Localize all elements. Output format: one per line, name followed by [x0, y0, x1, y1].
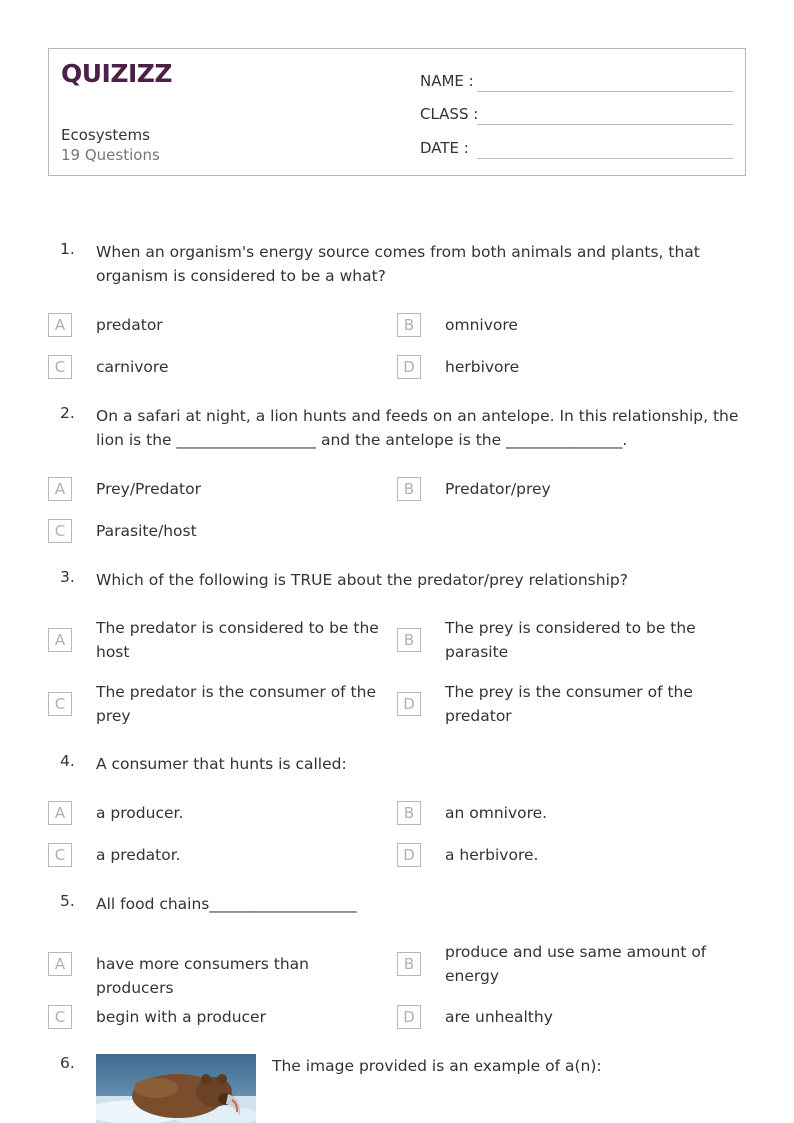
class-label: CLASS : — [420, 105, 479, 123]
name-line — [477, 91, 733, 92]
option-text: begin with a producer — [96, 1008, 266, 1026]
option-letter-box: A — [48, 313, 72, 337]
option-text: predator — [96, 316, 163, 334]
option-letter-box: A — [48, 477, 72, 501]
class-field[interactable] — [420, 101, 733, 125]
option-letter-box: B — [397, 628, 421, 652]
option-letter-box: B — [397, 313, 421, 337]
question-number: 4. — [60, 752, 75, 770]
option-text: Predator/prey — [445, 480, 551, 498]
option-text: are unhealthy — [445, 1008, 553, 1026]
option-text: The prey is considered to be the parasite — [445, 619, 696, 661]
option-text: a producer. — [96, 804, 184, 822]
question-text: Which of the following is TRUE about the predator/prey relationship? — [96, 571, 628, 589]
quizizz-logo: QUIZIZZ — [61, 59, 173, 88]
name-field[interactable] — [420, 68, 733, 92]
date-field[interactable] — [420, 135, 733, 159]
option-text: Prey/Predator — [96, 480, 201, 498]
option-letter-box: C — [48, 519, 72, 543]
option-letter-box: D — [397, 692, 421, 716]
option-text: a herbivore. — [445, 846, 539, 864]
option-letter-box: B — [397, 801, 421, 825]
worksheet-title: Ecosystems — [61, 126, 150, 144]
option-text: The prey is the consumer of the predator — [445, 683, 693, 725]
option-text: carnivore — [96, 358, 169, 376]
worksheet-header — [48, 48, 746, 176]
option-letter-box: B — [397, 477, 421, 501]
option-letter-box: B — [397, 952, 421, 976]
option-text: an omnivore. — [445, 804, 548, 822]
question-text: When an organism's energy source comes from both animals and plants, that organism is considered to be a what? — [96, 243, 700, 285]
question-text: On a safari at night, a lion hunts and feeds on an antelope. In this relationship, the lion is the __________________ and the antelope is the _______________. — [96, 407, 739, 449]
option-text: produce and use same amount of energy — [445, 943, 707, 985]
date-line — [477, 158, 733, 159]
bear-catching-fish-image — [96, 1054, 256, 1123]
name-label: NAME : — [420, 72, 474, 90]
option-letter-box: D — [397, 355, 421, 379]
question-number: 6. — [60, 1054, 75, 1072]
question-number: 2. — [60, 404, 75, 422]
question-number: 3. — [60, 568, 75, 586]
option-letter-box: C — [48, 692, 72, 716]
option-letter-box: C — [48, 843, 72, 867]
date-label: DATE : — [420, 139, 469, 157]
question-text: All food chains___________________ — [96, 895, 357, 913]
option-letter-box: A — [48, 801, 72, 825]
question-number: 5. — [60, 892, 75, 910]
option-text: The predator is the consumer of the prey — [96, 683, 376, 725]
option-letter-box: A — [48, 952, 72, 976]
bear-illustration — [96, 1054, 256, 1123]
question-text: The image provided is an example of a(n): — [272, 1057, 602, 1075]
option-letter-box: C — [48, 355, 72, 379]
option-text: Parasite/host — [96, 522, 197, 540]
option-text: have more consumers than producers — [96, 955, 309, 997]
option-text: omnivore — [445, 316, 518, 334]
option-text: herbivore — [445, 358, 520, 376]
question-text: A consumer that hunts is called: — [96, 755, 347, 773]
class-line — [477, 124, 733, 125]
question-count: 19 Questions — [61, 146, 160, 164]
option-letter-box: C — [48, 1005, 72, 1029]
option-letter-box: D — [397, 1005, 421, 1029]
option-text: The predator is considered to be the host — [96, 619, 379, 661]
option-letter-box: A — [48, 628, 72, 652]
option-text: a predator. — [96, 846, 181, 864]
question-number: 1. — [60, 240, 75, 258]
option-letter-box: D — [397, 843, 421, 867]
